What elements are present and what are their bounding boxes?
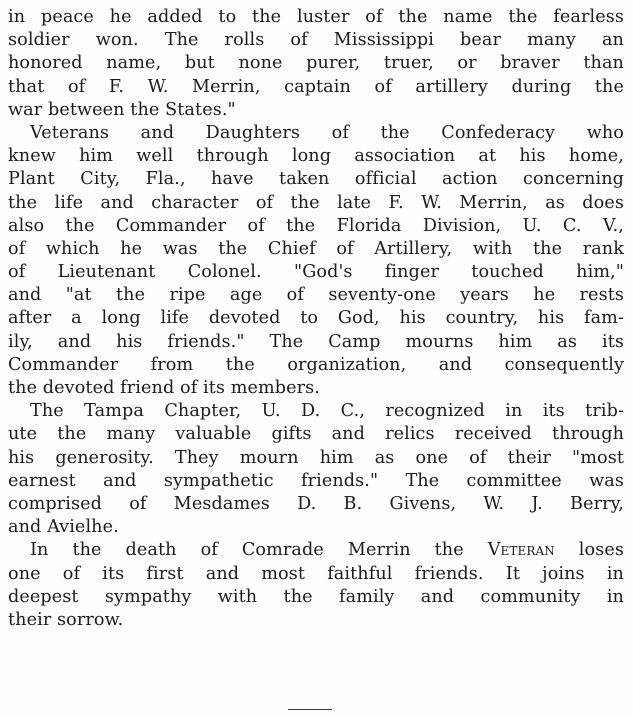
text-line: the devoted friend of its members.	[8, 378, 320, 398]
paragraph-4	[8, 539, 624, 632]
text-fragment: In the death of Comrade Merrin the	[30, 540, 488, 561]
text-line: after a long life devoted to God, his country, his fam-	[8, 308, 624, 329]
text-line: also the Commander of the Florida Division, U. C. V.,	[8, 215, 624, 236]
text-line: ily, and his friends." The Camp mourns him as its	[8, 331, 624, 352]
article-body	[8, 6, 624, 632]
text-line: Commander from the organization, and consequently	[8, 354, 624, 375]
paragraph-1	[8, 6, 624, 122]
text-line: honored name, but none purer, truer, or braver than	[8, 53, 624, 74]
text-line: earnest and sympathetic friends." The committee was	[8, 470, 624, 491]
text-line: and "at the ripe age of seventy-one years he rests	[8, 285, 624, 306]
text-line: his generosity. They mourn him as one of their "most	[8, 447, 624, 468]
text-line: comprised of Mesdames D. B. Givens, W. J. Berry,	[8, 493, 624, 514]
text-line: the life and character of the late F. W. Merrin, as does	[8, 192, 624, 213]
text-line: war between the States."	[8, 99, 236, 120]
text-line: one of its first and most faithful friends. It joins in	[8, 563, 624, 584]
text-line: and Avielhe.	[8, 517, 119, 538]
paragraph-2	[8, 122, 624, 400]
paragraph-3	[8, 400, 624, 539]
text-line	[8, 539, 624, 562]
text-line: of Lieutenant Colonel. "God's finger touched him,"	[8, 262, 624, 283]
text-line: their sorrow.	[8, 609, 124, 630]
text-line: deepest sympathy with the family and community in	[8, 586, 624, 607]
veteran-title: Veteran	[487, 540, 555, 561]
section-divider	[288, 709, 332, 710]
text-fragment: loses	[554, 540, 624, 561]
text-line: ute the many valuable gifts and relics received through	[8, 424, 624, 445]
text-line: Veterans and Daughters of the Confederacy who	[30, 122, 624, 143]
text-line: Plant City, Fla., have taken official action concerning	[8, 169, 624, 190]
text-line: knew him well through long association at his home,	[8, 146, 624, 167]
text-line: of which he was the Chief of Artillery, with the rank	[8, 238, 624, 259]
text-line: that of F. W. Merrin, captain of artillery during the	[8, 76, 624, 97]
text-line: soldier won. The rolls of Mississippi bear many an	[8, 30, 624, 51]
text-line: The Tampa Chapter, U. D. C., recognized in its trib-	[30, 401, 624, 422]
text-line: in peace he added to the luster of the name the fearless	[8, 7, 624, 27]
